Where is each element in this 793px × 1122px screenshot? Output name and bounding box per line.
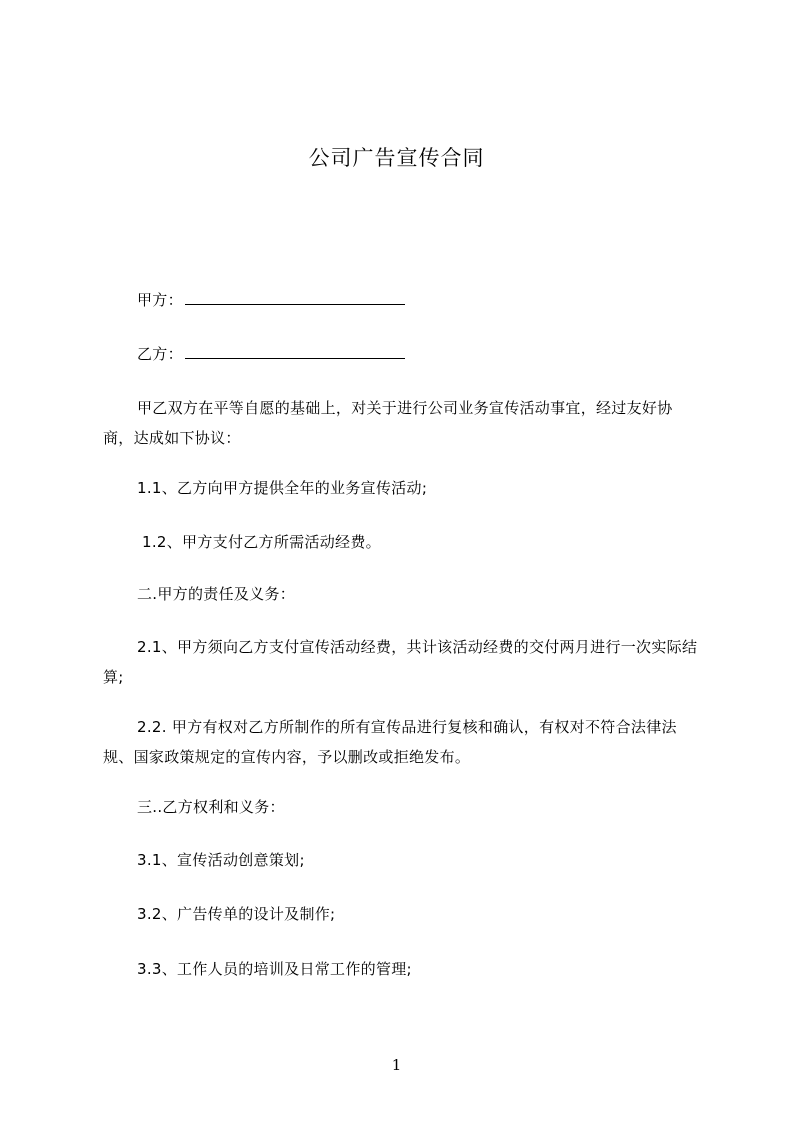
clause-2-1-text: 2.1、甲方须向乙方支付宣传活动经费，共计该活动经费的交付两月进行一次实际结算; xyxy=(103,638,698,686)
party-a-blank xyxy=(185,290,405,305)
party-a-label: 甲方： xyxy=(137,291,183,309)
clause-3-1: 3.1、宣传活动创意策划; xyxy=(137,851,305,869)
clause-2-2 xyxy=(103,712,703,772)
party-a-line xyxy=(137,290,405,310)
section-3-heading: 三..乙方权利和义务： xyxy=(137,798,285,816)
page-number: 1 xyxy=(391,1056,402,1074)
intro-text: 甲乙双方在平等自愿的基础上，对关于进行公司业务宣传活动事宜，经过友好协商，达成如下协议： xyxy=(103,399,673,447)
section-2-heading: 二.甲方的责任及义务： xyxy=(137,585,296,603)
clause-2-2-text: 2.2. 甲方有权对乙方所制作的所有宣传品进行复核和确认，有权对不符合法律法规、国家政策规定的宣传内容，予以删改或拒绝发布。 xyxy=(103,718,677,766)
intro-paragraph xyxy=(103,393,703,453)
clause-3-2: 3.2、广告传单的设计及制作; xyxy=(137,905,336,923)
clause-3-3: 3.3、工作人员的培训及日常工作的管理; xyxy=(137,960,412,978)
clause-2-1 xyxy=(103,632,703,692)
document-title: 公司广告宣传合同 xyxy=(308,146,485,170)
party-b-label: 乙方： xyxy=(137,345,183,363)
party-b-blank xyxy=(185,344,405,359)
party-b-line xyxy=(137,344,405,364)
clause-1-2: 1.2、甲方支付乙方所需活动经费。 xyxy=(142,533,381,551)
clause-1-1: 1.1、乙方向甲方提供全年的业务宣传活动; xyxy=(137,479,428,497)
